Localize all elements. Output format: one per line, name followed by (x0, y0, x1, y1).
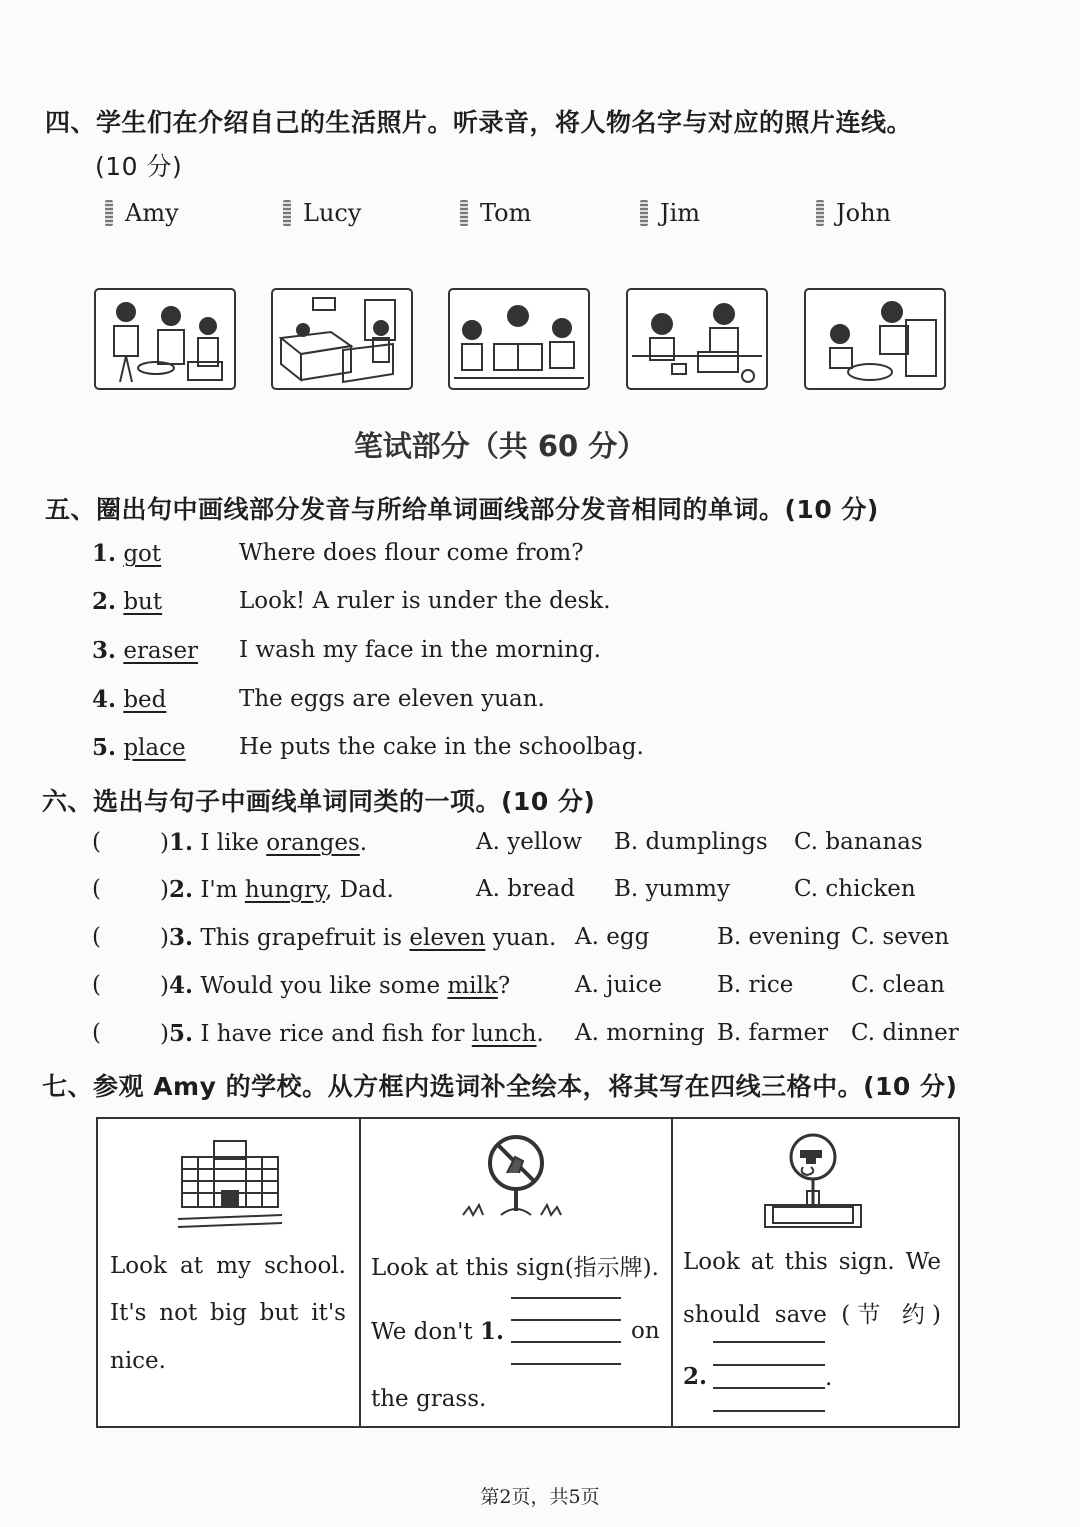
list-item (92, 637, 601, 671)
answer-paren-close: ) (160, 877, 169, 903)
blank-number: 2. (683, 1363, 708, 1390)
item-number: 2. (92, 588, 117, 615)
question (160, 1020, 544, 1047)
answer-paren-close: ) (160, 830, 169, 856)
name-tag-amy (105, 198, 179, 228)
no-walking-on-grass-sign-icon (461, 1133, 571, 1225)
list-item (92, 829, 972, 863)
given-word: place (123, 735, 186, 761)
writing-line (511, 1297, 621, 1299)
underlined-word: lunch (471, 1021, 537, 1047)
option-b: B. dumplings (614, 829, 768, 855)
writing-line (511, 1363, 621, 1365)
writing-line[interactable] (713, 1387, 825, 1389)
section5-title: 五、圈出句中画线部分发音与所给单词画线部分发音相同的单词。(10 分) (45, 495, 879, 524)
answer-paren-open: ( (92, 876, 101, 902)
option-c: C. clean (851, 972, 945, 998)
option-c: C. dinner (851, 1020, 959, 1046)
option-a: A. egg (575, 924, 650, 950)
item-number: 5. (92, 734, 117, 761)
writing-line[interactable] (511, 1341, 621, 1343)
item-number: 5. (168, 1020, 193, 1047)
list-item (92, 588, 611, 622)
name-tag-tom (460, 198, 531, 228)
blank-number: 1. (479, 1318, 504, 1345)
list-item (92, 876, 972, 910)
option-b: B. farmer (717, 1020, 829, 1046)
option-a: A. juice (575, 972, 663, 998)
sentence: Look! A ruler is under the desk. (239, 588, 611, 614)
question-post: . (536, 1021, 544, 1047)
question-pre: This grapefruit is (200, 925, 410, 951)
item-number: 2. (168, 876, 193, 903)
given-word: got (123, 541, 162, 567)
panel-water-sign (673, 1119, 958, 1426)
list-item (92, 1020, 972, 1054)
given-word: but (123, 589, 163, 615)
writing-line (713, 1341, 825, 1343)
sentence: Where does flour come from? (239, 540, 584, 566)
item-number: 4. (92, 686, 117, 713)
panel1-line1: Look at my school. (110, 1253, 346, 1279)
answer-paren-close: ) (160, 925, 169, 951)
sentence: He puts the cake in the schoolbag. (239, 734, 644, 760)
question-pre: I like (200, 830, 267, 856)
picture-book-box (96, 1117, 960, 1428)
section4-title: 四、学生们在介绍自己的生活照片。听录音，将人物名字与对应的照片连线。 (45, 108, 913, 137)
panel3-line2: should save (节 约) (683, 1302, 941, 1328)
name-bar-icon (640, 200, 648, 226)
option-b: B. yummy (614, 876, 730, 902)
panel1-line3: nice. (110, 1348, 166, 1374)
underlined-word: milk (447, 973, 498, 999)
name-bar-icon (105, 200, 113, 226)
name-label: Lucy (303, 199, 362, 227)
item-number: 3. (168, 924, 193, 951)
save-water-sign-icon (763, 1131, 863, 1231)
name-tag-jim (640, 198, 700, 228)
name-bar-icon (460, 200, 468, 226)
question (160, 972, 510, 999)
name-bar-icon (283, 200, 291, 226)
given-word: eraser (123, 638, 199, 664)
item-number: 1. (168, 829, 193, 856)
school-building-icon (178, 1135, 282, 1231)
item-number: 4. (168, 972, 193, 999)
sentence: The eggs are eleven yuan. (239, 686, 545, 712)
question (160, 924, 556, 951)
item-number: 1. (92, 540, 117, 567)
underlined-word: oranges (266, 830, 360, 856)
reading-photo-icon (448, 288, 590, 390)
answer-paren-close: ) (160, 973, 169, 999)
name-bar-icon (816, 200, 824, 226)
sentence: I wash my face in the morning. (239, 637, 601, 663)
list-item (92, 972, 972, 1006)
section4-points: (10 分) (95, 152, 183, 181)
name-tag-john (816, 198, 891, 228)
panel3-line1: Look at this sign. We (683, 1249, 941, 1275)
panel-grass-sign (361, 1119, 671, 1426)
option-a: A. morning (575, 1020, 705, 1046)
option-a: A. bread (476, 876, 575, 902)
answer-paren-open: ( (92, 972, 101, 998)
question-post: ? (497, 973, 511, 999)
panel2-line2 (371, 1318, 504, 1345)
section7-title: 七、参观 Amy 的学校。从方框内选词补全绘本，将其写在四线三格中。(10 分) (42, 1072, 958, 1101)
underlined-word: eleven (409, 925, 486, 951)
writing-line (713, 1410, 825, 1412)
question (160, 829, 367, 856)
writing-line (511, 1319, 621, 1321)
answer-paren-open: ( (92, 1020, 101, 1046)
list-item (92, 734, 644, 768)
writing-line (713, 1364, 825, 1366)
panel2-we-dont: We don't (371, 1319, 473, 1345)
list-item (92, 686, 545, 720)
option-c: C. bananas (794, 829, 923, 855)
name-label: Jim (660, 199, 701, 227)
panel2-line3: the grass. (371, 1386, 487, 1412)
panel1-line2: It's not big but it's (110, 1300, 346, 1326)
option-c: C. seven (851, 924, 950, 950)
cooking-photo-icon (94, 288, 236, 390)
item-number: 3. (92, 637, 117, 664)
name-label: Tom (480, 199, 532, 227)
question-post: yuan. (485, 925, 557, 951)
question-post: , Dad. (324, 877, 394, 903)
blank-period: . (825, 1365, 833, 1391)
option-b: B. evening (717, 924, 841, 950)
underlined-word: hungry (244, 877, 325, 903)
answer-paren-open: ( (92, 924, 101, 950)
written-part-heading: 笔试部分（共 60 分） (353, 429, 647, 463)
packing-photo-icon (626, 288, 768, 390)
question (160, 876, 394, 903)
option-b: B. rice (717, 972, 794, 998)
answer-paren-open: ( (92, 829, 101, 855)
answer-paren-close: ) (160, 1021, 169, 1047)
option-a: A. yellow (476, 829, 583, 855)
name-label: John (836, 199, 891, 227)
panel-school (98, 1119, 359, 1426)
washing-feet-photo-icon (804, 288, 946, 390)
list-item (92, 924, 972, 958)
question-post: . (359, 830, 368, 856)
panel2-line1: Look at this sign(指示牌). (371, 1255, 659, 1281)
question-pre: I'm (200, 877, 245, 903)
section6-title: 六、选出与句子中画线单词同类的一项。(10 分) (42, 787, 596, 816)
question-pre: Would you like some (200, 973, 448, 999)
given-word: bed (123, 687, 167, 713)
bedroom-photo-icon (271, 288, 413, 390)
page-footer: 第2页，共5页 (480, 1486, 600, 1508)
option-c: C. chicken (794, 876, 916, 902)
list-item (92, 540, 584, 574)
question-pre: I have rice and fish for (200, 1021, 472, 1047)
name-tag-lucy (283, 198, 361, 228)
panel2-on: on (631, 1318, 660, 1344)
name-label: Amy (125, 199, 179, 227)
